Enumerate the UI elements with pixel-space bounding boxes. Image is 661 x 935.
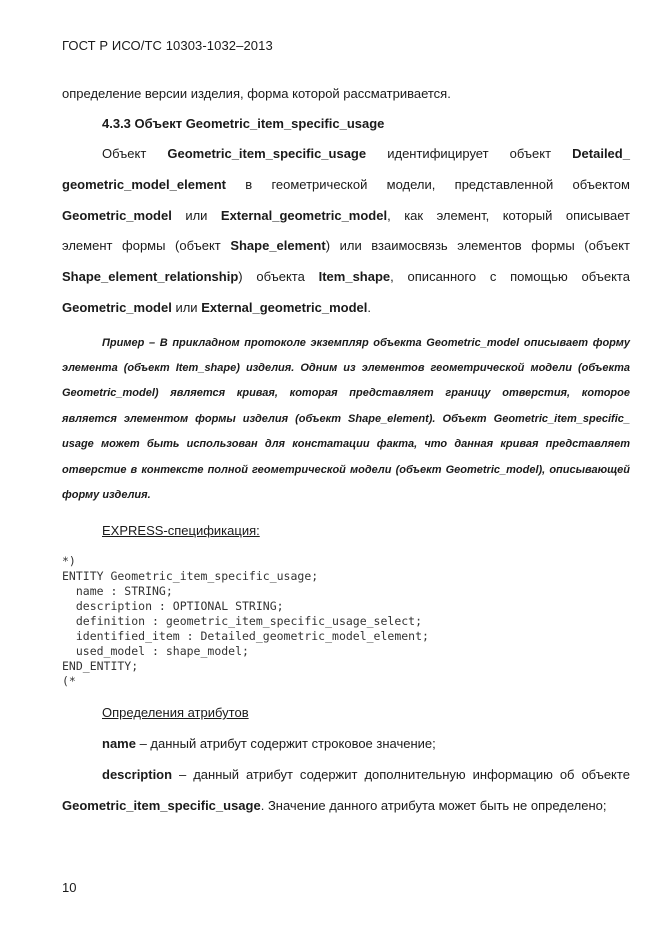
example-line-7: форму изделия. [62, 489, 151, 501]
term: Geometric_model [62, 208, 172, 223]
express-heading: EXPRESS-спецификация: [102, 523, 260, 538]
section-title: 4.3.3 Объект Geometric_item_specific_usage [102, 116, 385, 131]
word: объекте [581, 767, 630, 782]
example-line-3: Geometric_model) является кривая, которая представляет границу отверстия, которое [62, 387, 630, 399]
word: информацию [472, 767, 553, 782]
word: объект [509, 146, 552, 161]
term: Geometric_model [62, 300, 172, 315]
word: или [185, 208, 208, 223]
word: помощью [510, 269, 568, 284]
attributes-heading: Определения атрибутов [102, 705, 249, 720]
word: модели, [386, 177, 436, 192]
word: – [179, 767, 187, 782]
word: Объект [102, 146, 147, 161]
definition-text: – данный атрибут содержит строковое значение; [135, 736, 436, 751]
word: дополнительную [364, 767, 466, 782]
word: элементов [457, 238, 522, 253]
punct: ) [238, 269, 243, 284]
word: атрибут [245, 767, 293, 782]
attr-description-line2 [62, 798, 607, 814]
word: объекта [581, 269, 630, 284]
example-line-2: элемента (объект Item_shape) изделия. Одним из элементов геометрической модели (объекта [62, 362, 630, 374]
word: идентифицирует [387, 146, 489, 161]
punct: . [367, 300, 371, 315]
page-number: 10 [62, 880, 77, 895]
word: объекта [256, 269, 305, 284]
example-line-6: отверстие в контексте полной геометрической модели (объект Geometric_model), описывающей [62, 464, 630, 476]
para1-line5 [62, 269, 630, 285]
punct: , [387, 208, 391, 223]
term: External_geometric_model [220, 208, 388, 223]
word: (объект [584, 238, 630, 253]
word: или [339, 238, 362, 253]
para1-line1 [102, 146, 630, 162]
word: представленной [454, 177, 554, 192]
attr-description-line1 [102, 767, 630, 783]
term: description [102, 767, 173, 782]
word: содержит [299, 767, 358, 782]
intro-line: определение версии изделия, форма которой рассматривается. [62, 86, 451, 101]
term: Shape_element_relationship [62, 269, 239, 284]
word: геометрической [271, 177, 368, 192]
example-line-4: является элементом формы изделия (объект Shape_element). Объект Geometric_item_specific_ [62, 413, 630, 425]
word: объектом [572, 177, 630, 192]
word: описанного [407, 269, 477, 284]
para1-line4 [62, 238, 630, 254]
term: External_geometric_model [201, 300, 368, 315]
word: описывает [565, 208, 630, 223]
word: элемент [62, 238, 113, 253]
word: формы [531, 238, 575, 253]
word: об [559, 767, 575, 782]
attr-name-definition [102, 736, 436, 752]
term: Shape_element [230, 238, 326, 253]
term: name [102, 736, 136, 751]
term: Detailed_ [572, 146, 630, 161]
word: формы [122, 238, 166, 253]
term: Geometric_item_specific_usage [62, 798, 261, 813]
word: в [245, 177, 253, 192]
punct: ) [325, 238, 331, 253]
term: Item_shape [318, 269, 391, 284]
word: данный [193, 767, 239, 782]
word: или [175, 300, 198, 315]
word: который [502, 208, 553, 223]
example-line-5: usage может быть использован для констатации факта, что данная кривая представляет [62, 438, 630, 450]
definition-text: . Значение данного атрибута может быть не определено; [260, 798, 607, 813]
word: элемент, [436, 208, 490, 223]
para1-line6 [62, 300, 371, 316]
term: Geometric_item_specific_usage [167, 146, 367, 161]
term: geometric_model_element [62, 177, 227, 192]
punct: , [390, 269, 394, 284]
word: как [404, 208, 424, 223]
express-code-block: *) ENTITY Geometric_item_specific_usage; name : STRING; description : OPTIONAL STRING; definition : geometric_item_specific_usage_select; identified_item : Detailed_geometric_model_element; used_model : shape_model; END_ENTITY; (* [62, 554, 429, 688]
word: (объект [175, 238, 221, 253]
para1-line2 [62, 177, 630, 193]
para1-line3 [62, 208, 630, 224]
word: с [489, 269, 497, 284]
example-line-1: Пример – В прикладном протоколе экземпляр объекта Geometric_model описывает форму [102, 337, 630, 349]
document-header: ГОСТ Р ИСО/ТС 10303-1032–2013 [62, 38, 273, 53]
word: взаимосвязь [371, 238, 448, 253]
